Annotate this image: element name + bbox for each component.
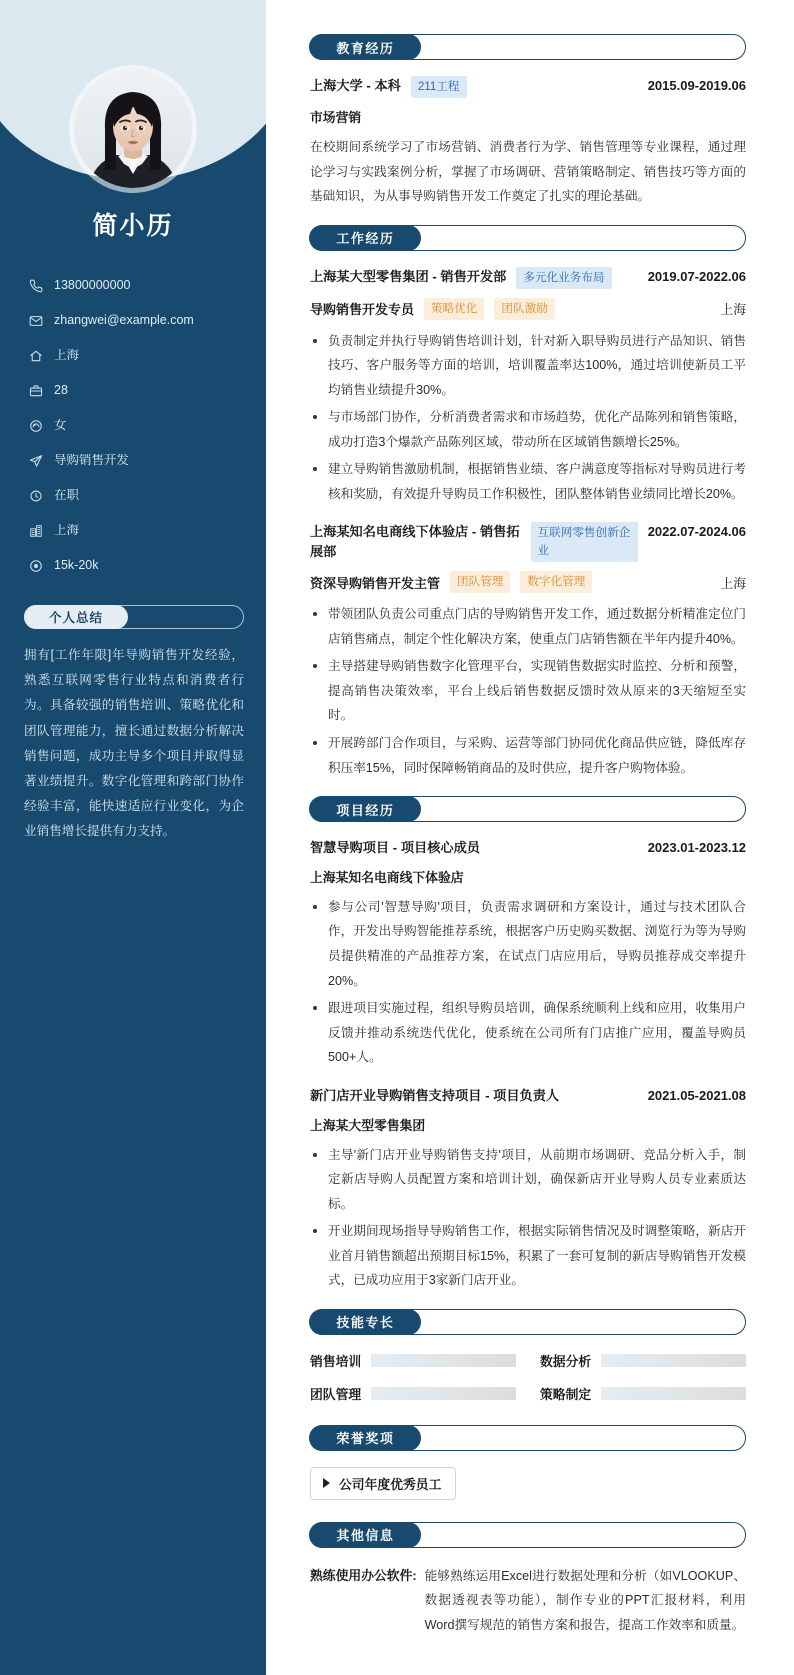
project-entry-left xyxy=(310,1086,638,1106)
work-role: 导购销售开发专员 xyxy=(310,302,415,318)
project-entry-row xyxy=(310,1086,746,1106)
work-header-label: 工作经历 xyxy=(309,225,421,251)
work-role-row xyxy=(310,298,746,320)
project-name: 智慧导购项目 - 项目核心成员 xyxy=(310,840,480,856)
main-content xyxy=(266,0,794,1675)
work-entry-left xyxy=(310,522,638,562)
work-bullet: 与市场部门协作，分析消费者需求和市场趋势，优化产品陈列和销售策略，成功打造3个爆款产品陈列区域，带动所在区域销售额增长25%。 xyxy=(310,405,746,454)
project-entry-left xyxy=(310,838,638,858)
city-icon xyxy=(28,523,43,538)
mail-icon xyxy=(28,313,43,328)
briefcase-icon xyxy=(28,383,43,398)
skill-row xyxy=(310,1351,516,1370)
contact-item-hometown xyxy=(28,338,244,373)
work-section xyxy=(310,225,746,781)
skill-level-bar xyxy=(601,1354,746,1367)
work-entry-left xyxy=(310,267,638,289)
contact-phone-text: 13800000000 xyxy=(54,279,131,292)
honor-item[interactable] xyxy=(310,1467,456,1500)
status-icon xyxy=(28,488,43,503)
skill-level-bar xyxy=(601,1387,746,1400)
contact-item-email xyxy=(28,303,244,338)
contact-salary-text: 15k-20k xyxy=(54,559,99,572)
education-school: 上海大学 - 本科 xyxy=(310,78,401,93)
personal-summary-section xyxy=(24,605,244,845)
education-entry-row xyxy=(310,76,746,98)
work-entry xyxy=(310,522,746,780)
work-company-tag: 互联网零售创新企业 xyxy=(531,522,638,562)
work-role-tag: 策略优化 xyxy=(424,298,484,320)
work-bullet: 带领团队负责公司重点门店的导购销售开发工作，通过数据分析精准定位门店销售痛点，制定个性化解决方案，使重点门店销售额在半年内提升40%。 xyxy=(310,602,746,651)
home-icon xyxy=(28,348,43,363)
project-entry xyxy=(310,838,746,1070)
project-bullets xyxy=(310,1143,746,1293)
skill-level-bar xyxy=(371,1354,516,1367)
skill-name: 数据分析 xyxy=(540,1353,592,1369)
project-entry-row xyxy=(310,838,746,858)
project-bullets xyxy=(310,895,746,1070)
education-section xyxy=(310,34,746,209)
skills-header-label: 技能专长 xyxy=(309,1309,421,1335)
work-bullets xyxy=(310,329,746,507)
honors-header xyxy=(310,1425,746,1451)
contact-hometown-text: 上海 xyxy=(54,349,80,362)
project-date: 2023.01-2023.12 xyxy=(647,840,746,856)
avatar xyxy=(74,70,192,188)
education-header xyxy=(310,34,746,60)
avatar-photo xyxy=(74,70,192,188)
work-role-tag: 数字化管理 xyxy=(520,571,592,593)
other-info-header-label: 其他信息 xyxy=(309,1522,421,1548)
contact-age-text: 28 xyxy=(54,384,68,397)
other-info-value: 能够熟练运用Excel进行数据处理和分析（如VLOOKUP、数据透视表等功能），制作专业的PPT汇报材料，利用Word撰写规范的销售方案和报告，提高工作效率和质量。 xyxy=(424,1568,746,1632)
gender-icon xyxy=(28,418,43,433)
education-description: 在校期间系统学习了市场营销、消费者行为学、销售管理等专业课程，通过理论学习与实践案例分析，掌握了市场调研、营销策略制定、销售技巧等方面的基础知识，为从事导购销售开发工作奠定了扎实的理论基础。 xyxy=(310,139,746,204)
work-role-row xyxy=(310,571,746,593)
coin-icon xyxy=(28,558,43,573)
contact-status-text: 在职 xyxy=(54,489,80,502)
project-name: 新门店开业导购销售支持项目 - 项目负责人 xyxy=(310,1087,560,1103)
summary-header-label: 个人总结 xyxy=(24,605,128,629)
skill-name: 团队管理 xyxy=(310,1386,362,1402)
sidebar xyxy=(0,0,266,1675)
project-bullet: 参与公司'智慧导购'项目，负责需求调研和方案设计，通过与技术团队合作，开发出导购智能推荐系统，根据客户历史购买数据、浏览行为等为导购员提供精准的产品推荐方案，在试点门店应用后，导购员推荐成交率提升20%。 xyxy=(310,895,746,993)
education-entry xyxy=(310,76,746,209)
work-role-tag: 团队激励 xyxy=(494,298,554,320)
contact-item-gender xyxy=(28,408,244,443)
skills-header xyxy=(310,1309,746,1335)
work-location: 上海 xyxy=(720,302,746,318)
contact-item-age xyxy=(28,373,244,408)
work-date: 2019.07-2022.06 xyxy=(647,268,746,284)
summary-header xyxy=(24,605,244,629)
honors-header-label: 荣誉奖项 xyxy=(309,1425,421,1451)
other-info-header xyxy=(310,1522,746,1548)
contact-position-text: 导购销售开发 xyxy=(54,454,130,467)
education-header-label: 教育经历 xyxy=(309,34,421,60)
work-entry xyxy=(310,267,746,507)
honors-section xyxy=(310,1425,746,1500)
skills-grid xyxy=(310,1351,746,1403)
education-tag: 211工程 xyxy=(411,76,467,98)
play-triangle-icon xyxy=(323,1478,330,1488)
project-company: 上海某大型零售集团 xyxy=(310,1117,426,1133)
education-date: 2015.09-2019.06 xyxy=(647,78,746,93)
work-location: 上海 xyxy=(720,575,746,591)
work-bullet: 主导搭建导购销售数字化管理平台，实现销售数据实时监控、分析和预警，提高销售决策效率，平台上线后销售数据反馈时效从原来的3天缩短至实时。 xyxy=(310,654,746,728)
work-bullet: 开展跨部门合作项目，与采购、运营等部门协同优化商品供应链，降低库存积压率15%，同时保障畅销商品的及时供应，提升客户购物体验。 xyxy=(310,731,746,780)
project-bullet: 主导'新门店开业导购销售支持'项目，从前期市场调研、竞品分析入手，制定新店导购人员配置方案和培训计划，确保新店开业导购人员专业素质达标。 xyxy=(310,1143,746,1217)
contact-item-salary xyxy=(28,548,244,583)
work-company: 上海某大型零售集团 - 销售开发部 xyxy=(310,268,507,284)
other-info-label: 熟练使用办公软件: xyxy=(310,1567,417,1583)
work-role-left xyxy=(310,571,592,593)
skill-level-bar xyxy=(371,1387,516,1400)
project-date: 2021.05-2021.08 xyxy=(647,1087,746,1103)
skills-section xyxy=(310,1309,746,1403)
contact-item-city xyxy=(28,513,244,548)
work-role: 资深导购销售开发主管 xyxy=(310,575,441,591)
work-date: 2022.07-2024.06 xyxy=(647,524,746,540)
work-company: 上海某知名电商线下体验店 - 销售拓展部 xyxy=(310,524,520,560)
work-header xyxy=(310,225,746,251)
skill-name: 销售培训 xyxy=(310,1353,362,1369)
contact-item-phone xyxy=(28,268,244,303)
project-bullet: 开业期间现场指导导购销售工作，根据实际销售情况及时调整策略，新店开业首月销售额超出预期目标15%，积累了一套可复制的新店导购销售开发模式，已成功应用于3家新门店开业。 xyxy=(310,1219,746,1293)
contact-city-text: 上海 xyxy=(54,524,80,537)
project-company: 上海某知名电商线下体验店 xyxy=(310,869,464,885)
summary-text: 拥有[工作年限]年导购销售开发经验，熟悉互联网零售行业特点和消费者行为。具备较强的销售培训、策略优化和团队管理能力，擅长通过数据分析解决销售问题，成功主导多个项目并取得显著业绩提升。数字化管理和跨部门协作经验丰富，能快速适应行业变化，为企业销售增长提供有力支持。 xyxy=(24,648,244,839)
work-bullet: 负责制定并执行导购销售培训计划，针对新入职导购员进行产品知识、销售技巧、客户服务等方面的培训，培训覆盖率达100%，通过培训使新员工平均销售业绩提升30%。 xyxy=(310,329,746,403)
education-major: 市场营销 xyxy=(310,109,362,125)
work-entry-row xyxy=(310,267,746,289)
paper-plane-icon xyxy=(28,453,43,468)
contact-list xyxy=(0,268,266,583)
projects-header xyxy=(310,796,746,822)
work-role-left xyxy=(310,298,555,320)
contact-item-status xyxy=(28,478,244,513)
honor-list xyxy=(310,1467,746,1500)
work-company-tag: 多元化业务布局 xyxy=(516,267,611,289)
work-bullet: 建立导购销售激励机制，根据销售业绩、客户满意度等指标对导购员进行考核和奖励，有效提升导购员工作积极性，团队整体销售业绩同比增长20%。 xyxy=(310,457,746,506)
project-bullet: 跟进项目实施过程，组织导购员培训，确保系统顺利上线和应用，收集用户反馈并推动系统迭代优化，使系统在公司所有门店推广应用，覆盖导购员500+人。 xyxy=(310,996,746,1070)
skill-row xyxy=(540,1351,746,1370)
work-role-tag: 团队管理 xyxy=(450,571,510,593)
contact-gender-text: 女 xyxy=(54,419,67,432)
projects-section xyxy=(310,796,746,1293)
contact-email-text: zhangwei@example.com xyxy=(54,314,194,327)
candidate-name: 简小历 xyxy=(92,212,174,240)
other-info-row xyxy=(310,1564,746,1638)
projects-header-label: 项目经历 xyxy=(309,796,421,822)
honor-item-label: 公司年度优秀员工 xyxy=(339,1476,442,1492)
work-bullets xyxy=(310,602,746,780)
contact-item-position xyxy=(28,443,244,478)
phone-icon xyxy=(28,278,43,293)
skill-row xyxy=(310,1384,516,1403)
education-entry-left xyxy=(310,76,638,98)
skill-row xyxy=(540,1384,746,1403)
work-entry-row xyxy=(310,522,746,562)
other-info-section xyxy=(310,1522,746,1638)
skill-name: 策略制定 xyxy=(540,1386,592,1402)
project-entry xyxy=(310,1086,746,1293)
